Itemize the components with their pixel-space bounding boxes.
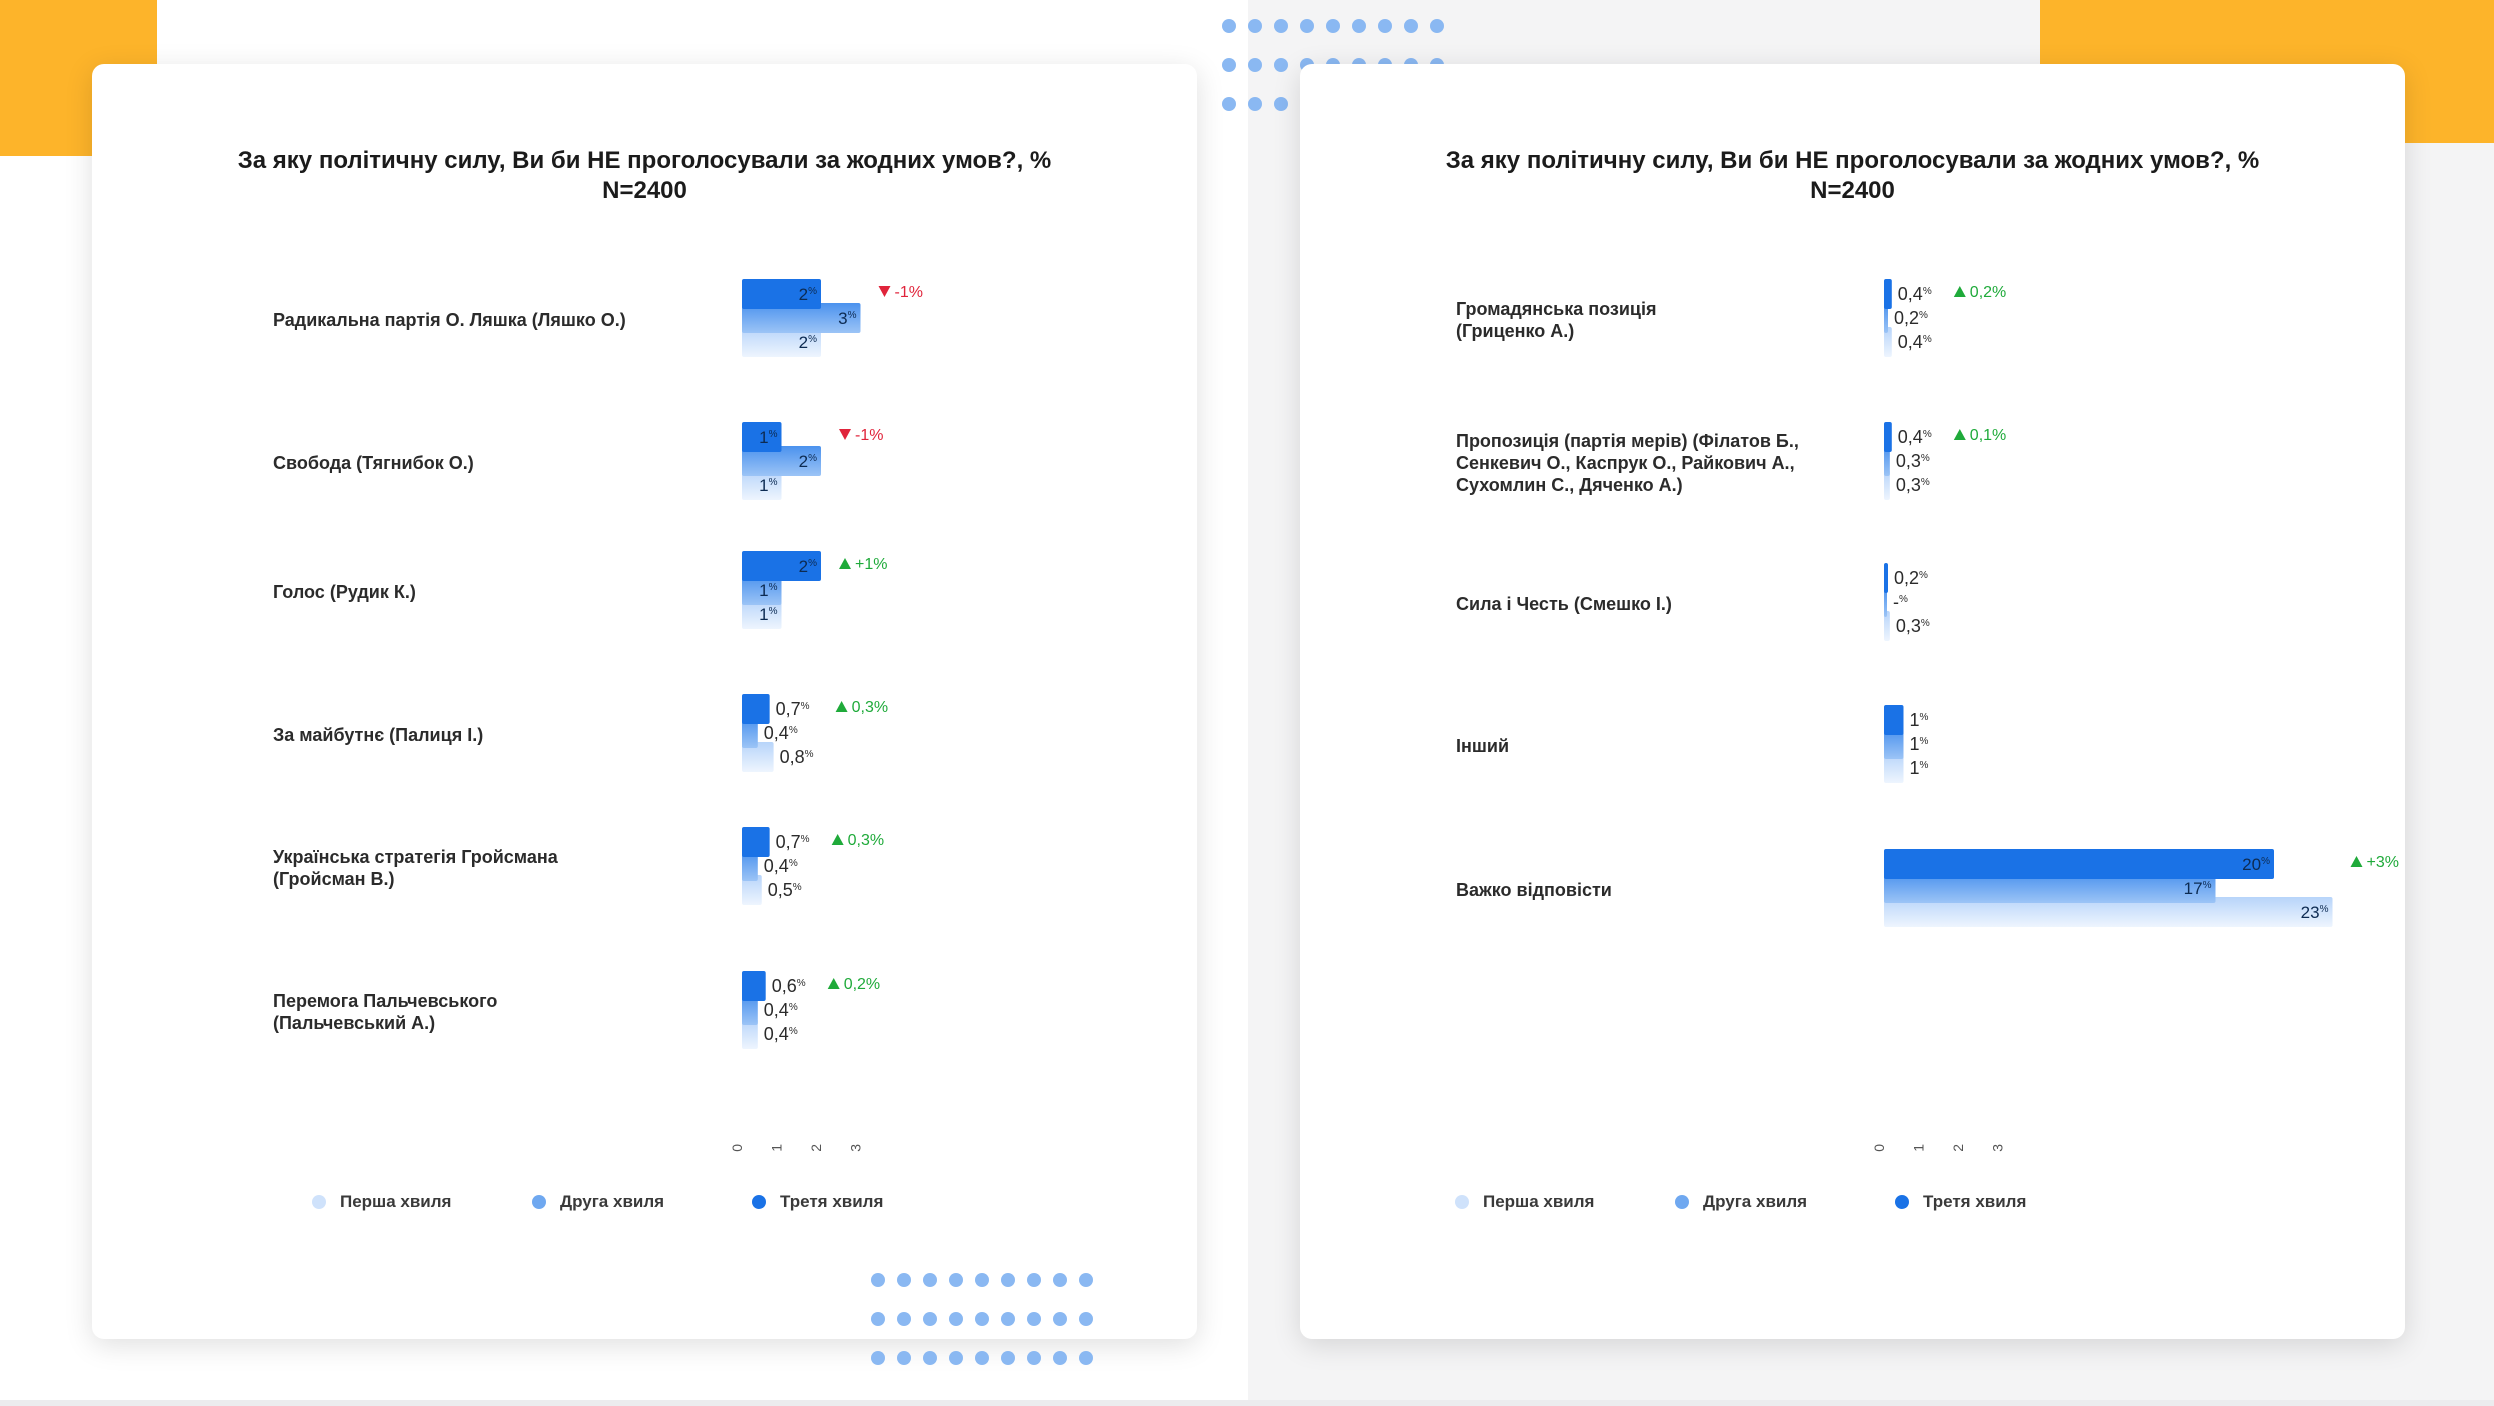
arrow-up-icon (2351, 856, 2363, 867)
value-label (780, 747, 814, 767)
legend-item-wave1 (1455, 1192, 1594, 1212)
category-label-line: Громадянська позиція (1456, 299, 1657, 319)
value-percent-sign: % (1922, 334, 1932, 345)
value-percent-sign: % (1922, 429, 1932, 440)
x-tick-label: 2 (1950, 1144, 1966, 1152)
value-percent-sign: % (800, 701, 810, 712)
arrow-up-icon (828, 978, 840, 989)
value-percent-sign: % (768, 582, 778, 593)
value-label (776, 699, 810, 719)
value-label (764, 1024, 798, 1044)
decorative-dot (1248, 58, 1262, 72)
value-number: 0,7 (775, 832, 801, 852)
legend-item-wave3 (1895, 1192, 2026, 1212)
value-number: 0,4 (1897, 427, 1923, 447)
decorative-dot (1222, 58, 1236, 72)
decorative-dot (871, 1312, 885, 1326)
value-percent-sign: % (788, 858, 798, 869)
value-percent-sign: % (1922, 286, 1932, 297)
value-percent-sign: % (768, 606, 778, 617)
value-label (764, 1000, 798, 1020)
decorative-dot (1053, 1351, 1067, 1365)
decorative-dot (1079, 1312, 1093, 1326)
value-percent-sign: % (788, 1026, 798, 1037)
category-label-line: Важко відповісти (1456, 880, 1612, 900)
value-label (1896, 451, 1930, 471)
value-number: 1 (1909, 734, 1920, 754)
decorative-dot (871, 1273, 885, 1287)
decorative-dot (1352, 19, 1366, 33)
value-label (1894, 308, 1928, 328)
bar-wave3 (1884, 705, 1904, 735)
decorative-dot (923, 1312, 937, 1326)
value-number: 2 (798, 557, 809, 576)
value-number: 17 (2183, 879, 2203, 898)
chart-subtitle-text: N=2400 (602, 177, 687, 204)
decorative-dot (897, 1351, 911, 1365)
value-percent-sign: % (2261, 856, 2270, 867)
decorative-dot (1378, 19, 1392, 33)
decorative-dot (1274, 58, 1288, 72)
decorative-dot (1300, 19, 1314, 33)
arrow-down-icon (879, 286, 891, 297)
change-label: -1% (894, 284, 923, 301)
value-percent-sign: % (808, 453, 817, 464)
category-label-line: Інший (1456, 736, 1510, 756)
decorative-dot (1079, 1351, 1093, 1365)
value-number: 0,2 (1894, 308, 1920, 328)
chart-subtitle-text: N=2400 (1810, 177, 1895, 204)
value-percent-sign: % (768, 429, 778, 440)
value-percent-sign: % (1920, 618, 1930, 629)
bar-wave3 (742, 971, 766, 1001)
value-number: 1 (1909, 758, 1920, 778)
legend-left (92, 1192, 1197, 1222)
bar-wave3 (742, 827, 770, 857)
legend-item-wave3 (752, 1192, 883, 1212)
x-tick-label: 3 (847, 1144, 864, 1152)
value-label (1910, 758, 1929, 778)
value-label (776, 832, 810, 852)
value-number: 0,4 (763, 1024, 789, 1044)
value-label (1896, 616, 1930, 636)
value-number: 0,2 (1894, 568, 1920, 588)
chart-title-text: За яку політичну силу, Ви би НЕ проголосували за жодних умов?, % (1445, 147, 2260, 174)
value-percent-sign: % (804, 749, 814, 760)
decorative-dot (1027, 1351, 1041, 1365)
value-number: 23 (2300, 903, 2320, 922)
category-label (1456, 431, 1799, 495)
category-label (1456, 736, 1509, 756)
value-percent-sign: % (768, 477, 778, 488)
value-number: 1 (759, 581, 769, 600)
value-label (1910, 710, 1929, 730)
x-tick-label: 0 (1871, 1144, 1887, 1152)
value-number: 0,8 (779, 747, 805, 767)
value-number: 2 (798, 452, 809, 471)
value-number: 0,7 (775, 699, 801, 719)
value-number: 0,5 (767, 880, 793, 900)
decorative-dot (871, 1351, 885, 1365)
arrow-up-icon (839, 558, 851, 569)
category-label (273, 991, 497, 1033)
decorative-dot (1001, 1312, 1015, 1326)
arrow-up-icon (1954, 429, 1966, 440)
change-label: 0,3% (851, 699, 889, 716)
value-percent-sign: % (1919, 570, 1928, 581)
legend-swatch-wave3 (752, 1195, 766, 1209)
value-percent-sign: % (808, 558, 817, 569)
decorative-dot (975, 1351, 989, 1365)
value-percent-sign: % (1899, 594, 1908, 605)
x-tick-label: 1 (768, 1144, 785, 1152)
value-number: 0,4 (1897, 332, 1923, 352)
value-number: 0,6 (771, 976, 797, 996)
change-label: 0,3% (847, 832, 885, 849)
value-label (1898, 284, 1932, 304)
x-tick-label: 1 (1910, 1144, 1927, 1152)
legend-label-wave1: Перша хвиля (1483, 1192, 1595, 1211)
category-label (273, 453, 474, 473)
value-percent-sign: % (847, 310, 857, 321)
bar-chart-right (1300, 64, 2405, 1339)
category-label (1456, 880, 1612, 900)
bar-chart-left (92, 64, 1197, 1339)
decorative-dot (1248, 97, 1262, 111)
change-label: +3% (2366, 854, 2399, 871)
value-percent-sign: % (792, 882, 802, 893)
value-percent-sign: % (1920, 453, 1930, 464)
value-percent-sign: % (1920, 477, 1930, 488)
value-percent-sign: % (808, 334, 817, 345)
decorative-dot (1274, 97, 1288, 111)
decorative-dot (1053, 1312, 1067, 1326)
category-label-line: Українська стратегія Гройсмана (273, 847, 558, 867)
category-label-line: (Гриценко А.) (1456, 321, 1575, 341)
value-number: 3 (838, 309, 848, 328)
legend-label-wave3: Третя хвиля (1923, 1192, 2027, 1211)
value-number: 1 (759, 605, 769, 624)
value-label (1893, 592, 1908, 612)
category-label (273, 725, 483, 745)
decorative-dot (1001, 1273, 1015, 1287)
x-tick-label: 3 (1989, 1144, 2006, 1152)
legend-label-wave3: Третя хвиля (780, 1192, 884, 1211)
arrow-up-icon (832, 834, 844, 845)
value-label (1910, 734, 1929, 754)
category-label-line: Радикальна партія О. Ляшка (Ляшко О.) (273, 310, 626, 330)
legend-label-wave2: Друга хвиля (560, 1192, 665, 1211)
decorative-dot (1079, 1273, 1093, 1287)
value-label (1898, 332, 1932, 352)
decorative-dot (1274, 19, 1288, 33)
category-label-line: Сенкевич О., Каспрук О., Райкович А., (1456, 453, 1795, 473)
value-label (1894, 568, 1928, 588)
value-label (1898, 427, 1932, 447)
x-tick-label: 2 (808, 1144, 824, 1152)
category-label-line: За майбутнє (Палиця І.) (273, 725, 484, 745)
decorative-dot (949, 1351, 963, 1365)
value-number: 0,3 (1895, 616, 1921, 636)
background-footer-strip (0, 1400, 2494, 1406)
value-percent-sign: % (2319, 904, 2329, 915)
value-number: 0,3 (1895, 451, 1921, 471)
decorative-dot (1248, 19, 1262, 33)
legend-swatch-wave3 (1895, 1195, 1909, 1209)
value-percent-sign: % (1919, 736, 1929, 747)
value-label (772, 976, 806, 996)
bar-wave3 (1884, 563, 1888, 593)
legend-right (1300, 1192, 2405, 1222)
decorative-dot (897, 1273, 911, 1287)
decorative-dot (975, 1273, 989, 1287)
category-label (273, 847, 559, 889)
category-label-line: Свобода (Тягнибок О.) (273, 453, 474, 473)
decorative-dot (897, 1312, 911, 1326)
decorative-dot (1326, 19, 1340, 33)
category-label (273, 310, 626, 330)
value-percent-sign: % (1919, 310, 1928, 321)
value-label (768, 880, 802, 900)
decorative-dot (923, 1351, 937, 1365)
decorative-dot (1404, 19, 1418, 33)
category-label-line: Перемога Пальчевського (273, 991, 498, 1011)
arrow-up-icon (1954, 286, 1966, 297)
decorative-dot (1053, 1273, 1067, 1287)
decorative-dot (1027, 1312, 1041, 1326)
legend-swatch-wave2 (1675, 1195, 1689, 1209)
category-label-line: Пропозиція (партія мерів) (Філатов Б., (1456, 431, 1799, 451)
change-label: +1% (855, 556, 888, 573)
value-percent-sign: % (808, 286, 817, 297)
category-label (273, 582, 416, 602)
legend-label-wave2: Друга хвиля (1703, 1192, 1808, 1211)
chart-card-left (92, 64, 1197, 1339)
category-label-line: Голос (Рудик К.) (273, 582, 416, 602)
value-number: 0,3 (1895, 475, 1921, 495)
value-percent-sign: % (788, 725, 798, 736)
bar-wave3 (1884, 849, 2274, 879)
decorative-dot (1222, 97, 1236, 111)
decorative-dot (1222, 19, 1236, 33)
decorative-dot (1001, 1351, 1015, 1365)
value-number: 1 (759, 476, 769, 495)
legend-item-wave2 (1675, 1192, 1807, 1212)
change-label: 0,1% (1969, 427, 2007, 444)
decorative-dot (1027, 1273, 1041, 1287)
value-percent-sign: % (788, 1002, 798, 1013)
x-tick-label: 0 (729, 1144, 745, 1152)
value-number: 20 (2242, 855, 2262, 874)
value-number: 2 (798, 333, 809, 352)
legend-item-wave2 (532, 1192, 664, 1212)
category-label-line: (Пальчевський А.) (273, 1013, 436, 1033)
legend-label-wave1: Перша хвиля (340, 1192, 452, 1211)
category-label (1456, 594, 1672, 614)
value-number: 0,4 (763, 1000, 789, 1020)
category-label-line: Сила і Честь (Смешко І.) (1456, 594, 1672, 614)
value-label (764, 856, 798, 876)
decorative-dot (949, 1273, 963, 1287)
value-percent-sign: % (1919, 760, 1929, 771)
chart-card-right (1300, 64, 2405, 1339)
chart-title-text: За яку політичну силу, Ви би НЕ проголосували за жодних умов?, % (237, 147, 1052, 174)
arrow-down-icon (839, 429, 851, 440)
value-label (1896, 475, 1930, 495)
arrow-up-icon (836, 701, 848, 712)
category-label (1456, 299, 1656, 341)
legend-item-wave1 (312, 1192, 451, 1212)
value-number: 2 (798, 285, 809, 304)
value-percent-sign: % (2202, 880, 2212, 891)
value-number: - (1893, 592, 1899, 612)
value-number: 0,4 (763, 723, 789, 743)
change-label: -1% (855, 427, 884, 444)
value-percent-sign: % (796, 978, 806, 989)
value-percent-sign: % (800, 834, 810, 845)
legend-swatch-wave2 (532, 1195, 546, 1209)
value-number: 0,4 (763, 856, 789, 876)
value-number: 1 (759, 428, 769, 447)
bar-wave3 (1884, 422, 1892, 452)
value-number: 1 (1909, 710, 1920, 730)
value-number: 0,4 (1897, 284, 1923, 304)
change-label: 0,2% (843, 976, 881, 993)
value-percent-sign: % (1919, 712, 1929, 723)
decorative-dot (923, 1273, 937, 1287)
value-label (764, 723, 798, 743)
decorative-dot (949, 1312, 963, 1326)
category-label-line: Сухомлин С., Дяченко А.) (1456, 475, 1683, 495)
category-label-line: (Гройсман В.) (273, 869, 395, 889)
bar-wave3 (742, 694, 770, 724)
decorative-dot (1430, 19, 1444, 33)
legend-swatch-wave1 (1455, 1195, 1469, 1209)
bar-wave3 (1884, 279, 1892, 309)
legend-swatch-wave1 (312, 1195, 326, 1209)
decorative-dot (975, 1312, 989, 1326)
change-label: 0,2% (1969, 284, 2007, 301)
